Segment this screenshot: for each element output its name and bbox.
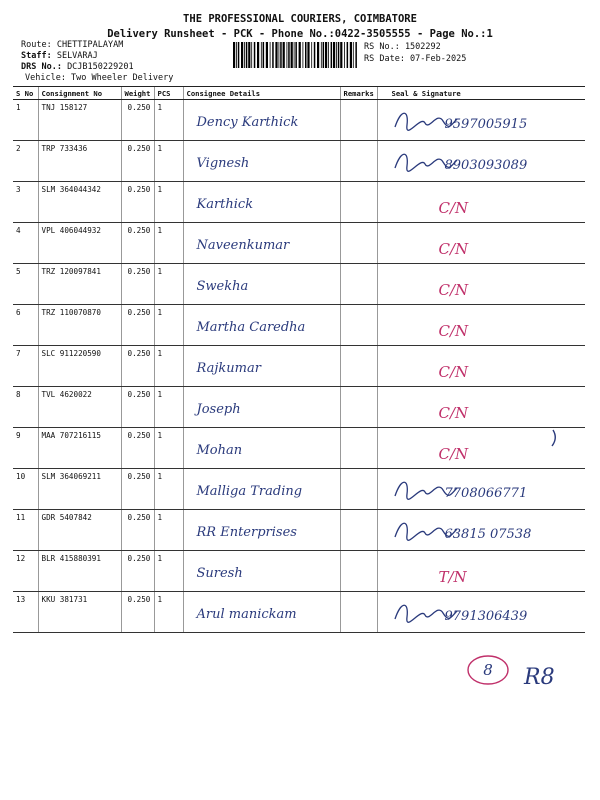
cell-consignment: GDR 5407842 <box>38 510 121 551</box>
cell-signature <box>377 100 585 141</box>
cell-sno: 5 <box>13 264 38 305</box>
barcode-bar <box>340 42 342 68</box>
cell-signature <box>377 592 585 633</box>
cell-consignee <box>183 141 340 182</box>
barcode-bar <box>321 42 322 68</box>
runsheet-subtitle: Delivery Runsheet - PCK - Phone No.:0422-3505555 - Page No.:1 <box>107 28 493 40</box>
barcode-bar <box>317 42 319 68</box>
signature-cn: C/N <box>438 240 469 258</box>
table-row <box>13 223 585 264</box>
cell-pcs: 1 <box>154 305 183 346</box>
barcode-image <box>233 42 357 68</box>
cell-signature <box>377 551 585 592</box>
company-title: THE PROFESSIONAL COURIERS, COIMBATORE <box>183 13 417 25</box>
barcode-bar <box>272 42 274 68</box>
barcode-bar <box>307 42 309 68</box>
cell-remarks <box>340 182 377 223</box>
cell-weight: 0.250 <box>121 182 154 223</box>
cell-remarks <box>340 469 377 510</box>
signature-area <box>381 144 583 181</box>
cell-signature <box>377 510 585 551</box>
cell-consignee <box>183 305 340 346</box>
cell-consignee <box>183 428 340 469</box>
cell-consignment: SLM 364069211 <box>38 469 121 510</box>
cell-remarks <box>340 428 377 469</box>
cell-pcs: 1 <box>154 100 183 141</box>
cell-sno: 13 <box>13 592 38 633</box>
barcode-bar <box>347 42 349 68</box>
barcode-bar <box>305 42 307 68</box>
cell-remarks <box>340 346 377 387</box>
barcode-bar <box>288 42 290 68</box>
cell-pcs: 1 <box>154 592 183 633</box>
barcode-bar <box>263 42 265 68</box>
barcode-bar <box>294 42 295 68</box>
cell-signature <box>377 223 585 264</box>
cell-sno: 3 <box>13 182 38 223</box>
signature-area <box>381 554 583 591</box>
staff-line <box>21 51 98 62</box>
drs-label: DRS No.: <box>21 62 68 72</box>
barcode-bar <box>303 42 304 68</box>
consignee-handwritten: Karthick <box>196 197 254 212</box>
cell-weight: 0.250 <box>121 387 154 428</box>
initials-mark: R8 <box>524 665 555 690</box>
col-signature: Seal & Signature <box>377 87 585 100</box>
cell-weight: 0.250 <box>121 264 154 305</box>
barcode-bar <box>280 42 282 68</box>
signature-area <box>381 472 583 509</box>
cell-consignee <box>183 387 340 428</box>
cell-consignee <box>183 592 340 633</box>
barcode-bar <box>353 42 354 68</box>
signature-area <box>381 513 583 550</box>
consignee-handwritten: Swekha <box>196 279 249 294</box>
route-line: Route: CHETTIPALAYAM <box>21 40 124 50</box>
cell-sno: 12 <box>13 551 38 592</box>
cell-pcs: 1 <box>154 469 183 510</box>
barcode-bar <box>238 42 240 68</box>
table-row <box>13 305 585 346</box>
cell-remarks <box>340 592 377 633</box>
cell-weight: 0.250 <box>121 223 154 264</box>
barcode-bar <box>344 42 345 68</box>
table-row <box>13 346 585 387</box>
cell-signature <box>377 141 585 182</box>
barcode-bar <box>275 42 277 68</box>
signature-cn: C/N <box>438 363 469 381</box>
cell-consignment: SLC 911220590 <box>38 346 121 387</box>
cell-signature <box>377 264 585 305</box>
cell-consignment: TNJ 158127 <box>38 100 121 141</box>
barcode-bar <box>283 42 285 68</box>
barcode-bar <box>254 42 256 68</box>
cell-consignment: KKU 381731 <box>38 592 121 633</box>
signature-area <box>381 185 583 222</box>
cell-sno: 11 <box>13 510 38 551</box>
signature-cn: C/N <box>438 445 469 463</box>
barcode-bar <box>279 42 280 68</box>
cell-sno: 8 <box>13 387 38 428</box>
cell-signature <box>377 346 585 387</box>
cell-consignee <box>183 264 340 305</box>
cell-remarks <box>340 551 377 592</box>
barcode-bar <box>314 42 316 68</box>
circled-number: 8 <box>483 661 493 679</box>
signature-cn: T/N <box>438 568 467 586</box>
barcode-bar <box>248 42 250 68</box>
barcode-bar <box>350 42 352 68</box>
cell-weight: 0.250 <box>121 305 154 346</box>
barcode-bar <box>270 42 271 68</box>
cell-consignment: TRZ 120097841 <box>38 264 121 305</box>
staff-label: Staff: <box>21 51 57 61</box>
cell-consignment: TRP 733436 <box>38 141 121 182</box>
cell-weight: 0.250 <box>121 100 154 141</box>
table-row <box>13 141 585 182</box>
pen-tick-mark <box>550 428 560 448</box>
table-row <box>13 551 585 592</box>
table-row <box>13 387 585 428</box>
rs-info <box>364 41 466 65</box>
cell-sno: 10 <box>13 469 38 510</box>
cell-pcs: 1 <box>154 182 183 223</box>
barcode-bar <box>323 42 325 68</box>
table-row <box>13 264 585 305</box>
barcode-bar <box>338 42 340 68</box>
col-sno: S No <box>13 87 38 100</box>
vehicle-line: Vehicle: Two Wheeler Delivery <box>25 73 174 83</box>
signature-area <box>381 226 583 263</box>
cell-consignee <box>183 223 340 264</box>
cell-weight: 0.250 <box>121 551 154 592</box>
cell-remarks <box>340 305 377 346</box>
cell-weight: 0.250 <box>121 592 154 633</box>
cell-consignee <box>183 182 340 223</box>
barcode-bar <box>333 42 335 68</box>
cell-signature <box>377 387 585 428</box>
circled-number-mark <box>466 652 512 688</box>
consignee-handwritten: Malliga Trading <box>196 484 303 499</box>
drs-value: DCJB150229201 <box>67 62 134 72</box>
col-consignment: Consignment No <box>38 87 121 100</box>
col-remarks: Remarks <box>340 87 377 100</box>
barcode-bar <box>261 42 262 68</box>
consignee-handwritten: Vignesh <box>196 156 250 171</box>
barcode-bar <box>246 42 248 68</box>
cell-sno: 4 <box>13 223 38 264</box>
col-consignee: Consignee Details <box>183 87 340 100</box>
signature-cn: C/N <box>438 322 469 340</box>
cell-sno: 9 <box>13 428 38 469</box>
consignee-handwritten: Martha Caredha <box>196 320 306 335</box>
table-row <box>13 100 585 141</box>
col-weight: Weight <box>121 87 154 100</box>
cell-remarks <box>340 264 377 305</box>
staff-value: SELVARAJ <box>56 51 98 61</box>
barcode-bar <box>331 42 333 68</box>
signature-area <box>381 103 583 140</box>
consignee-handwritten: Mohan <box>196 443 243 458</box>
barcode-bar <box>291 42 293 68</box>
cell-consignee <box>183 469 340 510</box>
barcode-bar <box>311 42 312 68</box>
signature-area <box>381 349 583 386</box>
consignee-handwritten: Rajkumar <box>196 361 261 376</box>
barcode-bar <box>233 42 235 68</box>
barcode-bar <box>287 42 288 68</box>
barcode-bar <box>257 42 259 68</box>
signature-phone: 7708066771 <box>444 486 528 501</box>
cell-consignment: SLM 364044342 <box>38 182 121 223</box>
cell-consignee <box>183 346 340 387</box>
consignee-handwritten: Suresh <box>196 566 243 581</box>
table-row <box>13 428 585 469</box>
cell-pcs: 1 <box>154 387 183 428</box>
table-row <box>13 182 585 223</box>
cell-remarks <box>340 223 377 264</box>
cell-consignee <box>183 551 340 592</box>
cell-consignment: MAA 707216115 <box>38 428 121 469</box>
barcode-bar <box>251 42 252 68</box>
table-row <box>13 592 585 633</box>
cell-signature <box>377 469 585 510</box>
cell-consignee <box>183 100 340 141</box>
barcode-bar <box>299 42 301 68</box>
signature-cn: C/N <box>438 404 469 422</box>
cell-weight: 0.250 <box>121 510 154 551</box>
cell-pcs: 1 <box>154 223 183 264</box>
signature-area <box>381 390 583 427</box>
cell-weight: 0.250 <box>121 469 154 510</box>
barcode-bar <box>355 42 357 68</box>
cell-remarks <box>340 387 377 428</box>
cell-remarks <box>340 141 377 182</box>
barcode-bar <box>325 42 327 68</box>
cell-weight: 0.250 <box>121 428 154 469</box>
cell-sno: 2 <box>13 141 38 182</box>
consignee-handwritten: Arul manickam <box>196 607 297 622</box>
signature-area <box>381 308 583 345</box>
barcode-bar <box>244 42 245 68</box>
runsheet-table <box>13 86 585 633</box>
signature-phone: 9597005915 <box>444 117 528 132</box>
col-pcs: PCS <box>154 87 183 100</box>
signature-phone: 9791306439 <box>444 609 528 624</box>
cell-weight: 0.250 <box>121 346 154 387</box>
cell-pcs: 1 <box>154 264 183 305</box>
rs-number: RS No.: 1502292 <box>364 42 441 52</box>
rs-date: RS Date: 07-Feb-2025 <box>364 54 467 64</box>
signature-area <box>381 267 583 304</box>
cell-weight: 0.250 <box>121 141 154 182</box>
cell-sno: 7 <box>13 346 38 387</box>
signature-phone: 8903093089 <box>444 158 528 173</box>
cell-pcs: 1 <box>154 346 183 387</box>
cell-remarks <box>340 100 377 141</box>
consignee-handwritten: RR Enterprises <box>196 525 297 540</box>
table-row <box>13 469 585 510</box>
cell-consignment: TRZ 110070870 <box>38 305 121 346</box>
table-header-row <box>13 87 585 100</box>
barcode-bar <box>241 42 243 68</box>
cell-remarks <box>340 510 377 551</box>
cell-consignment: BLR 415880391 <box>38 551 121 592</box>
barcode-bar <box>236 42 237 68</box>
cell-signature <box>377 305 585 346</box>
cell-pcs: 1 <box>154 510 183 551</box>
cell-sno: 1 <box>13 100 38 141</box>
cell-consignee <box>183 510 340 551</box>
signature-area <box>381 595 583 632</box>
consignee-handwritten: Dency Karthick <box>196 115 299 130</box>
consignee-handwritten: Naveenkumar <box>196 238 290 253</box>
cell-pcs: 1 <box>154 428 183 469</box>
cell-signature <box>377 182 585 223</box>
barcode-bar <box>266 42 268 68</box>
signature-cn: C/N <box>438 199 469 217</box>
barcode-bar <box>328 42 329 68</box>
cell-sno: 6 <box>13 305 38 346</box>
drs-line <box>21 62 134 73</box>
cell-pcs: 1 <box>154 141 183 182</box>
signature-cn: C/N <box>438 281 469 299</box>
barcode-bar <box>295 42 297 68</box>
cell-pcs: 1 <box>154 551 183 592</box>
cell-consignment: VPL 406044932 <box>38 223 121 264</box>
cell-consignment: TVL 4620022 <box>38 387 121 428</box>
consignee-handwritten: Joseph <box>196 402 241 417</box>
signature-phone: 63815 07538 <box>444 527 532 542</box>
barcode-bar <box>336 42 337 68</box>
table-row <box>13 510 585 551</box>
